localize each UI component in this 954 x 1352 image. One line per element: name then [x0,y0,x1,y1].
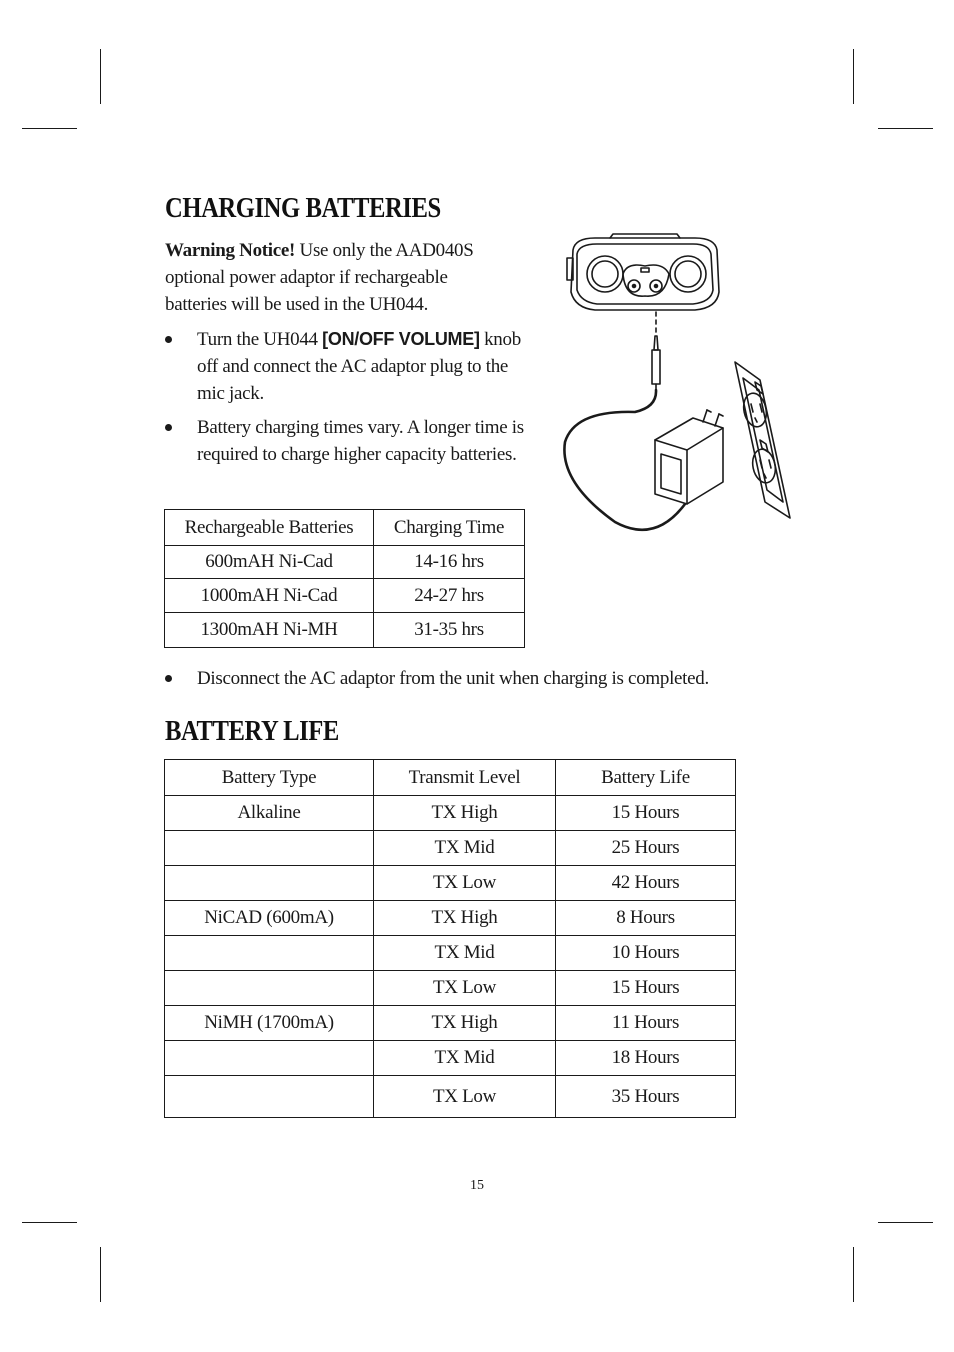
table-cell [165,936,374,971]
wall-outlet-icon [735,362,790,518]
table-row [165,901,736,936]
table-cell: 15 Hours [556,971,736,1006]
crop-mark [853,49,854,104]
table-cell: TX Mid [374,936,556,971]
table-cell: 18 Hours [556,1041,736,1076]
crop-mark [22,1222,77,1223]
bullet-dot [165,336,172,343]
table-row [165,971,736,1006]
table-cell: TX Low [374,866,556,901]
page-number: 15 [470,1178,484,1193]
table-cell: 1000mAH Ni-Cad [165,579,374,613]
table-cell: 14-16 hrs [374,546,525,579]
on-off-volume-key: [ON/OFF VOLUME] [322,329,480,349]
radio-charger-outlet-illustration [555,232,800,542]
ac-plug-icon [652,336,660,390]
table-cell [165,1076,374,1118]
table-cell: Alkaline [165,796,374,831]
table-header-cell: Battery Type [165,760,374,796]
table-cell: 31-35 hrs [374,613,525,648]
bullet1-post: knob off and connect the AC adaptor plug to the mic jack. [197,329,521,404]
table-row [165,579,525,613]
table-cell: 11 Hours [556,1006,736,1041]
bullet-dot [165,424,172,431]
power-adaptor-icon [655,410,723,504]
battery-life-heading: BATTERY LIFE [165,716,339,747]
bullet-text: Battery charging times vary. A longer time is required to charge higher capacity batteries. [197,417,524,465]
bullet-text: Disconnect the AC adaptor from the unit when charging is completed. [197,668,709,689]
warning-text: Use only the AAD040S optional power adaptor if rechargeable batteries will be used in the UH044. [165,240,474,315]
warning-label: Warning Notice! [165,240,296,261]
crop-mark [878,1222,933,1223]
table-cell: TX Low [374,971,556,1006]
crop-mark [878,128,933,129]
table-cell: 35 Hours [556,1076,736,1118]
table-header-cell: Transmit Level [374,760,556,796]
crop-mark [100,49,101,104]
crop-mark [22,128,77,129]
table-row [165,546,525,579]
power-cord [564,390,685,530]
warning-paragraph [165,237,495,318]
table-cell [165,971,374,1006]
table-cell: 15 Hours [556,796,736,831]
bullet-dot [165,675,172,682]
table-cell: 42 Hours [556,866,736,901]
table-row [165,831,736,866]
table-cell [165,831,374,866]
table-cell: TX Mid [374,1041,556,1076]
table-cell: NiMH (1700mA) [165,1006,374,1041]
table-cell: 25 Hours [556,831,736,866]
crop-mark [853,1247,854,1302]
table-header-cell: Charging Time [374,510,525,546]
table-header-row [165,760,736,796]
table-row [165,1006,736,1041]
table-row [165,936,736,971]
charging-time-table [164,509,525,648]
table-row [165,1041,736,1076]
table-header-row [165,510,525,546]
table-cell: 24-27 hrs [374,579,525,613]
table-cell: TX High [374,796,556,831]
table-cell: TX Low [374,1076,556,1118]
table-row [165,1076,736,1118]
table-row [165,796,736,831]
table-cell [165,866,374,901]
radio-unit-icon [567,234,719,310]
table-cell: TX High [374,901,556,936]
charging-heading: CHARGING BATTERIES [165,193,441,224]
table-header-cell: Rechargeable Batteries [165,510,374,546]
crop-mark [100,1247,101,1302]
table-cell: 10 Hours [556,936,736,971]
table-row [165,866,736,901]
bullet1-pre: Turn the UH044 [197,329,323,350]
table-row [165,613,525,648]
table-cell: 1300mAH Ni-MH [165,613,374,648]
table-cell: 600mAH Ni-Cad [165,546,374,579]
table-cell: TX High [374,1006,556,1041]
table-cell: TX Mid [374,831,556,866]
table-cell: NiCAD (600mA) [165,901,374,936]
table-cell [165,1041,374,1076]
bullet-text [197,326,525,407]
table-cell: 8 Hours [556,901,736,936]
battery-life-table [164,759,736,1118]
table-header-cell: Battery Life [556,760,736,796]
